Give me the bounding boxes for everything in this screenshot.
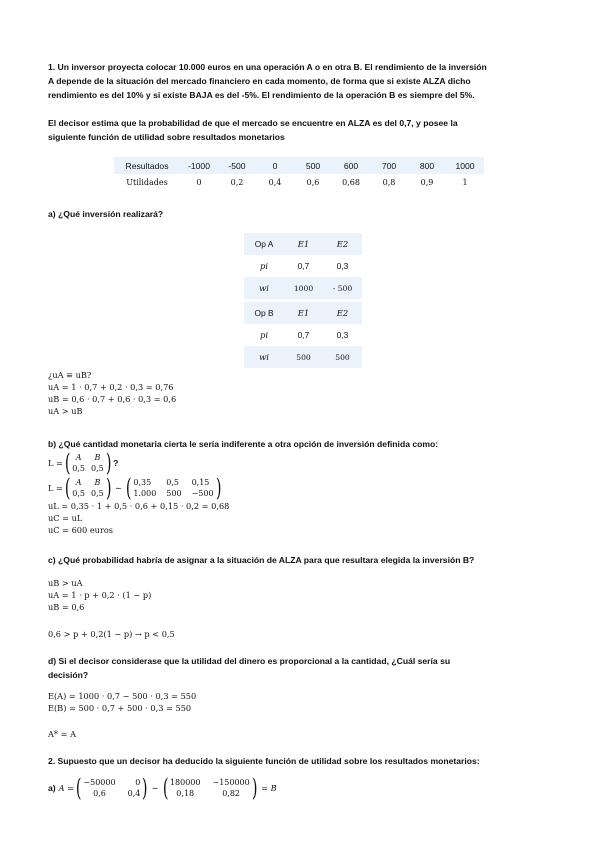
utility-cell: 0 [196, 177, 202, 187]
answer-c [48, 577, 151, 613]
result-cell: 700 [381, 160, 397, 171]
matrix-cell: 0,15 [191, 478, 210, 487]
question-d [48, 654, 568, 682]
value-cell: 1000 [293, 283, 314, 293]
prob-cell: 0,3 [336, 330, 349, 340]
lottery-L-equivalence [48, 476, 223, 500]
left-paren: ( [75, 774, 82, 802]
matrix-cell: 0,5 [166, 478, 180, 487]
matrix-cell: 0,82 [222, 789, 241, 798]
a-matrix [83, 777, 140, 799]
right-paren: ) [251, 774, 258, 802]
math-line: uB > uA [48, 578, 83, 588]
utility-cell: 0,9 [420, 177, 434, 187]
l-matrix [72, 477, 103, 499]
left-paren: ( [125, 474, 132, 502]
result-cell: -500 [228, 160, 246, 171]
w-label: wi [259, 283, 269, 293]
result-cell: -1000 [188, 160, 210, 171]
value-cell: 500 [335, 352, 350, 362]
e2-header: E2 [336, 308, 349, 318]
right-paren: ) [142, 774, 148, 802]
right-paren: ) [105, 474, 112, 502]
question-mark: ? [113, 458, 119, 468]
math-line: E(A) = 1000 · 0,7 − 500 · 0,3 = 550 [48, 691, 197, 701]
results-row [114, 157, 484, 174]
matrix-cell: 0,5 [72, 489, 86, 498]
op-a-header [244, 233, 362, 255]
result-cell: 600 [343, 160, 359, 171]
answer-d [48, 690, 196, 714]
math-line: uA > uB [48, 406, 83, 416]
e1-header: E1 [297, 308, 310, 318]
matrix-cell: −150000 [212, 778, 250, 787]
l-matrix [72, 452, 103, 474]
e2-header: E2 [336, 239, 349, 249]
result-cell: 0 [272, 160, 278, 171]
prob-cell: 0,7 [297, 330, 310, 340]
matrix-cell: 0 [135, 778, 141, 787]
matrix-cell: 0,4 [127, 789, 141, 798]
op-a-label: Op A [254, 239, 274, 249]
value-cell: - 500 [332, 283, 353, 293]
left-paren: ( [64, 449, 71, 477]
math-line: uA = 1 · 0,7 + 0,2 · 0,3 = 0,76 [48, 382, 174, 392]
result-cell: 1000 [455, 160, 475, 171]
intro-line: rendimiento es del 10% y si existe BAJA es del -5%. El rendimiento de la operación B es siempre del 5%. [48, 90, 475, 100]
matrix-cell: B [94, 453, 101, 462]
op-b-header [244, 302, 362, 324]
math-line: uC = uL [48, 513, 83, 523]
l-label: L = [48, 483, 63, 493]
matrix-cell: 0,5 [91, 489, 104, 498]
op-b-prob-row [244, 324, 362, 346]
a-label: A = [58, 783, 75, 793]
matrix-cell: 500 [166, 489, 182, 498]
matrix-cell: B [94, 478, 101, 487]
inequality-result: 0,6 > p + 0,2(1 − p) → p < 0,5 [48, 629, 175, 639]
math-line: uB = 0,6 · 0,7 + 0,6 · 0,3 = 0,6 [48, 394, 177, 404]
utility-cell: 0,4 [268, 177, 282, 187]
value-cell: 500 [296, 352, 311, 362]
result-cell: 800 [419, 160, 435, 171]
math-line: ¿uA ≡ uB? [48, 370, 92, 380]
left-paren: ( [162, 774, 169, 802]
utility-cell: 1 [462, 177, 468, 187]
utility-cell: 0,68 [342, 177, 360, 187]
utility-cell: 0,8 [382, 177, 396, 187]
utilities-row [114, 174, 484, 190]
matrix-cell: 180000 [169, 778, 201, 787]
matrix-cell: −500 [191, 489, 214, 498]
part-a-label: a) [48, 783, 56, 793]
prob-cell: 0,7 [297, 261, 310, 271]
b-label: = B [261, 783, 277, 793]
prob-cell: 0,3 [336, 261, 349, 271]
lottery-L [48, 451, 118, 475]
math-line: uL = 0,35 · 1 + 0,5 · 0,6 + 0,15 · 0,2 = 0,68 [48, 501, 230, 511]
op-a-prob-row [244, 255, 362, 277]
e1-header: E1 [297, 239, 310, 249]
answer-a [48, 369, 176, 417]
decisor-paragraph [48, 116, 568, 144]
sim-symbol: ∼ [115, 483, 122, 493]
question-c: c) ¿Qué probabilidad habría de asignar a la situación de ALZA para que resultara elegida la inversión B? [48, 555, 475, 565]
decisor-line: siguiente función de utilidad sobre resultados monetarios [48, 132, 285, 142]
op-b-value-row [244, 346, 362, 368]
utility-cell: 0,6 [306, 177, 320, 187]
problem1-intro [48, 60, 568, 102]
answer-b [48, 500, 229, 536]
problem2-a-expression [48, 776, 277, 800]
op-a-value-row [244, 277, 362, 299]
op-b-label: Op B [254, 308, 274, 318]
math-line: E(B) = 500 · 0,7 + 500 · 0,3 = 550 [48, 703, 192, 713]
matrix-cell: A [75, 453, 82, 462]
intro-line: A depende de la situación del mercado financiero en cada momento, de forma que si existe ALZA dicho [48, 76, 471, 86]
problem2-intro: 2. Supuesto que un decisor ha deducido la siguiente función de utilidad sobre los resultados monetarios: [48, 756, 480, 766]
right-paren: ) [105, 449, 112, 477]
matrix-cell: 0,18 [176, 789, 195, 798]
optimal-decision: A* = A [48, 729, 76, 739]
b-matrix [170, 777, 250, 799]
p-label: pi [259, 261, 269, 271]
question-b: b) ¿Qué cantidad monetaria cierta le sería indiferente a otra opción de inversión definida como: [48, 439, 439, 449]
question-line: decisión? [48, 670, 89, 680]
utilities-label: Utilidades [126, 177, 168, 187]
matrix-cell: 0,35 [133, 478, 152, 487]
w-label: wi [259, 352, 269, 362]
op-b-table [244, 302, 362, 368]
l2-matrix [133, 477, 213, 499]
question-line: d) Si el decisor considerase que la utilidad del dinero es proporcional a la cantidad, ¿Cuál sería su [48, 656, 451, 666]
intro-line: 1. Un inversor proyecta colocar 10.000 euros en una operación A o en otra B. El rendimiento de la inversión [48, 62, 487, 72]
math-line: uA = 1 · p + 0,2 · (1 − p) [48, 590, 152, 600]
matrix-cell: −50000 [83, 778, 116, 787]
result-cell: 500 [305, 160, 321, 171]
math-line: uB = 0,6 [48, 602, 85, 612]
utility-cell: 0,2 [230, 177, 244, 187]
question-a: a) ¿Qué inversión realizará? [48, 209, 164, 219]
l-label: L = [48, 458, 63, 468]
matrix-cell: A [75, 478, 82, 487]
sim-symbol: ∼ [151, 783, 159, 793]
op-a-table [244, 233, 362, 299]
decisor-line: El decisor estima que la probabilidad de que el mercado se encuentre en ALZA es del 0,7, y posee la [48, 118, 458, 128]
left-paren: ( [64, 474, 71, 502]
results-label: Resultados [125, 160, 169, 171]
math-line: uC = 600 euros [48, 525, 113, 535]
matrix-cell: 0,6 [93, 789, 106, 798]
matrix-cell: 0,5 [72, 464, 86, 473]
utility-table [114, 157, 484, 190]
matrix-cell: 0,5 [91, 464, 104, 473]
p-label: pi [259, 330, 269, 340]
matrix-cell: 1.000 [133, 489, 157, 498]
right-paren: ) [215, 474, 222, 502]
